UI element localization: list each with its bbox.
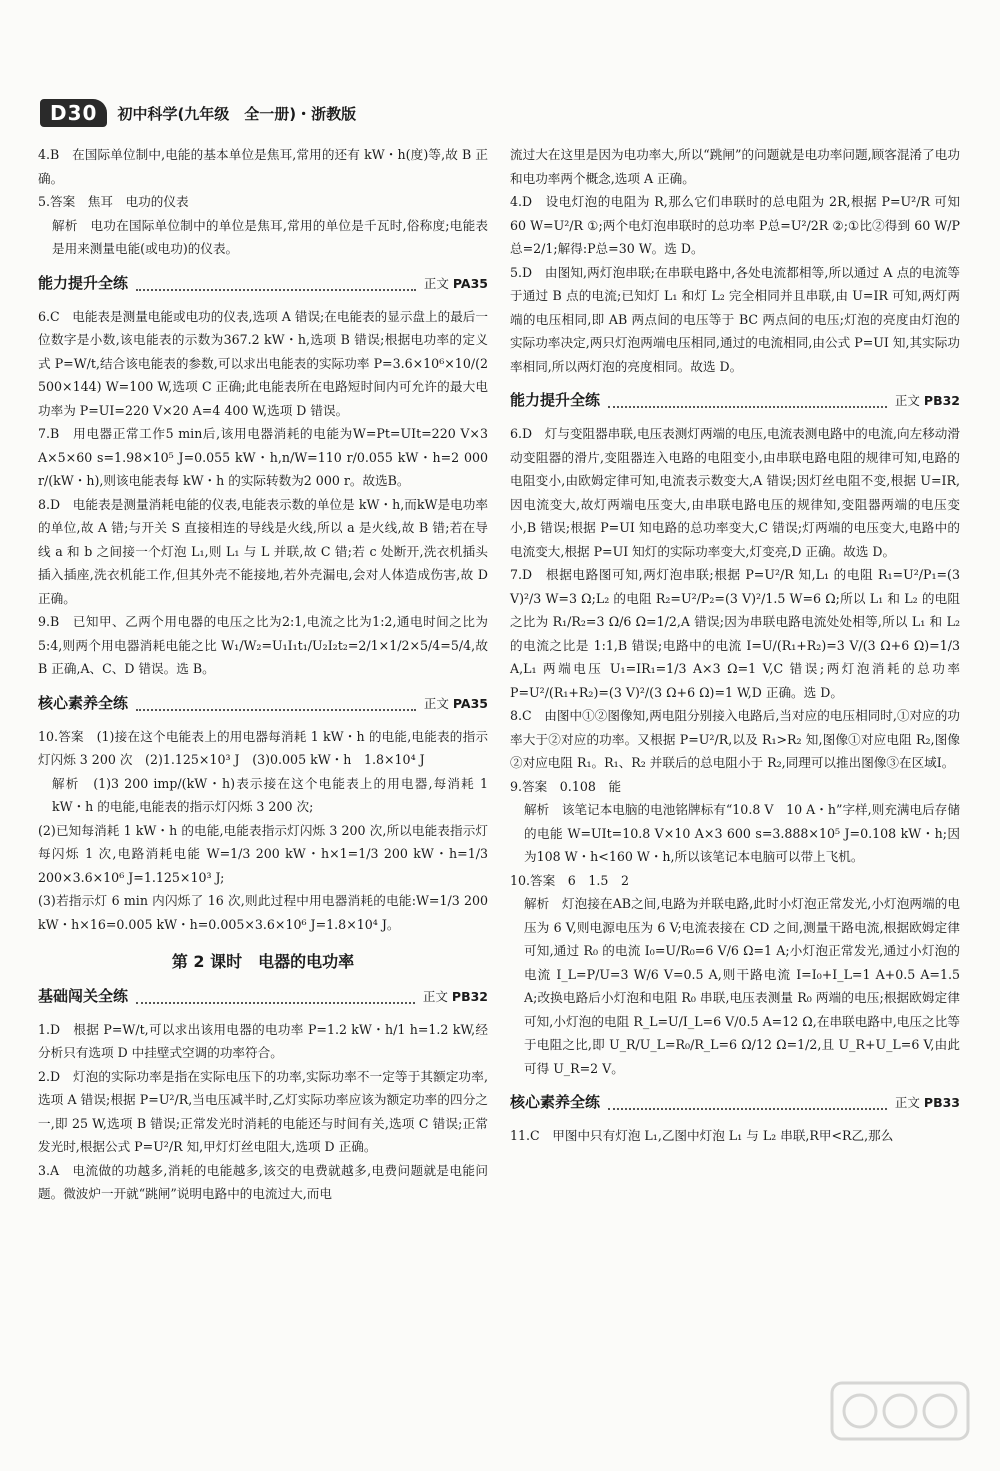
answer-l3: 3.A 电流做的功越多,消耗的电能越多,该交的电费就越多,电费问题就是电能问题。微波炉一开就“跳闸”说明电路中的电流过大,而电 (38, 1162, 488, 1201)
dotted-leader (136, 277, 416, 291)
answer-l8: 8.C 由图中①②图像知,两电阻分别接入电路后,当对应的电压相同时,①对应的功率大于②对应的功率。又根据 P=U²/R,以及 R₁>R₂ 知,图像①对应电阻 R₂,图像②对应电阻 R₁。R₁、R₂ 并联后的总电阻小于 R₂,同理可以推出图像③在区域Ⅰ。 (510, 708, 960, 770)
section-title: 核心素养全练 (510, 1093, 601, 1112)
left-column (38, 143, 488, 1206)
book-title: 初中科学(九年级 全一册)・浙教版 (117, 104, 357, 123)
section-header-ability (38, 271, 488, 297)
section-title: 能力提升全练 (510, 391, 601, 410)
section-title: 核心素养全练 (38, 693, 129, 712)
answer-l9: 9.答案 0.108 能 (510, 778, 622, 794)
answer-l1: 1.D 根据 P=W/t,可以求出该用电器的电功率 P=1.2 kW・h/1 h=1.2 kW,经分析只有选项 D 中挂壁式空调的功率符合。 (38, 1021, 488, 1060)
analysis-q10-part3: (3)若指示灯 6 min 内闪烁了 16 次,则此过程中用电器消耗的电能:W=1/3 200 kW・h×16=0.005 kW・h=0.005×3.6×10⁶ J=1.8×10⁴ J。 (38, 893, 488, 932)
right-column (510, 143, 960, 1148)
answer-l11: 11.C 甲图中只有灯泡 L₁,乙图中灯泡 L₁ 与 L₂ 串联,R甲<R乙,那么 (510, 1128, 894, 1143)
watermark-logo-icon (830, 1381, 970, 1441)
answer-q5: 5.答案 焦耳 电功的仪表 (38, 194, 189, 209)
analysis-q10-part1: 解析 (1)3 200 imp/(kW・h)表示接在这个电能表上的用电器,每消耗 1 kW・h 的电能,电能表的指示灯闪烁 3 200 次; (52, 775, 488, 814)
answer-l3-continued: 流过大在这里是因为电功率大,所以“跳闸”的问题就是电功率问题,顾客混淆了电功和电功率两个概念,选项 A 正确。 (510, 147, 960, 186)
section-header-ability-2 (510, 388, 960, 414)
answer-q4: 4.B 在国际单位制中,电能的基本单位是焦耳,常用的还有 kW・h(度)等,故 B 正确。 (38, 147, 488, 186)
answer-q6: 6.C 电能表是测量电能或电功的仪表,选项 A 错误;在电能表的显示盘上的最后一位数字是小数,该电能表的示数为367.2 kW・h,选项 B 错误;根据电功率的定义式 P=W/t,结合该电能表的参数,可以求出电能表的实际功率 P=3.6×10⁶×10/(2 500×144) W=100 W,选项 C 正确;此电能表所在电路短时间内可允许的最大电功率为 P=UI=220 V×20 A=4 400 W,选项 D 错误。 (38, 308, 488, 418)
answer-q9: 9.B 已知甲、乙两个用电器的电压之比为2:1,电流之比为1:2,通电时间之比为5:4,则两个用电器消耗电能之比 W₁/W₂=U₁I₁t₁/U₂I₂t₂=2/1×1/2×5/4=5/4,故 B 正确,A、C、D 错误。选 B。 (38, 614, 488, 676)
answer-l4: 4.D 设电灯泡的电阻为 R,那么它们串联时的总电阻为 2R,根据 P=U²/R 可知 60 W=U²/R ①;两个电灯泡串联时的总功率 P总=U²/2R ②;①比②得到 60 W/P总=2/1;解得:P总=30 W。选 D。 (510, 194, 960, 256)
section-title: 基础闯关全练 (38, 986, 129, 1005)
answer-l2: 2.D 灯泡的实际功率是指在实际电压下的功率,实际功率不一定等于其额定功率,选项 A 错误;根据 P=U²/R,当电压减半时,乙灯实际功率应该为额定功率的四分之一,即 25 W,选项 B 错误;正常发光时消耗的电能还与时间有关,选项 C 错误;正常发光时,根据公式 P=U²/R 知,甲灯灯丝电阻大,选项 D 正确。 (38, 1068, 488, 1154)
section-page-ref: 正文 PB33 (894, 1095, 960, 1111)
section-title: 能力提升全练 (38, 273, 129, 292)
section-page-ref: 正文 PB32 (422, 988, 488, 1004)
answer-q7: 7.B 用电器正常工作5 min后,该用电器消耗的电能为W=Pt=UIt=220 V×3 A×5×60 s=1.98×10⁵ J=0.055 kW・h,n/W=110 r/0.055 kW・h=2 000 r/(kW・h),则该电能表每 kW・h 的实际转数为2 000 r。故选B。 (38, 426, 488, 488)
answer-l7: 7.D 根据电路图可知,两灯泡串联;根据 P=U²/R 知,L₁ 的电阻 R₁=U²/P₁=(3 V)²/3 W=3 Ω;L₂ 的电阻 R₂=U²/P₂=(3 V)²/1.5 W=6 Ω;所以 L₁ 和 L₂ 的电阻之比为 R₁/R₂=3 Ω/6 Ω=1/2,A 错误;因为串联电路电流处处相等,所以 L₁ 和 L₂ 的电流之比是 1:1,B 错误;电路中的电流 I=U/(R₁+R₂)=3 V/(3 Ω+6 Ω)=1/3 A,L₁ 两端电压 U₁=IR₁=1/3 A×3 Ω=1 V,C 错误;两灯泡消耗的总功率 P=U²/(R₁+R₂)=(3 V)²/(3 Ω+6 Ω)=1 W,D 正确。选 D。 (510, 567, 960, 700)
answer-l10: 10.答案 6 1.5 2 (510, 872, 630, 888)
analysis-l9: 解析 该笔记本电脑的电池铭牌标有“10.8 V 10 A・h”字样,则充满电后存储的电能 W=UIt=10.8 V×10 A×3 600 s=3.888×10⁵ J=0.108 kW・h;因为108 W・h<160 W・h,所以该笔记本电脑可以带上飞机。 (524, 802, 960, 864)
analysis-q10-part2: (2)已知每消耗 1 kW・h 的电能,电能表指示灯闪烁 3 200 次,所以电能表指示灯每闪烁 1 次,电路消耗电能 W=1/3 200 kW・h×1=1/3 200 kW・h=1/3 200×3.6×10⁶ J=1.125×10³ J; (38, 822, 488, 885)
lesson-title: 第 2 课时 电器的电功率 (171, 952, 355, 971)
dotted-leader (136, 697, 416, 711)
answer-q8: 8.D 电能表是测量消耗电能的仪表,电能表示数的单位是 kW・h,而kW是电功率的单位,故 A 错;与开关 S 直接相连的导线是火线,所以 a 是火线,故 B 错;若在导线 a 和 b 之间接一个灯泡 L₁,则 L₁ 与 L 并联,故 C 错;若 c 处断开,洗衣机插头插入插座,洗衣机能工作,但其外壳不能接地,若外壳漏电,会对人体造成伤害,故 D 正确。 (38, 496, 488, 606)
section-header-core-2 (510, 1090, 960, 1116)
dotted-leader (608, 1096, 887, 1110)
answer-l6: 6.D 灯与变阻器串联,电压表测灯两端的电压,电流表测电路中的电流,向左移动滑动变阻器的滑片,变阻器连入电路的电阻变小,由串联电路电阻的规律可知,电路的电阻变小,由欧姆定律可知,电流表示数变大,A 错误;因灯丝电阻不变,根据 U=IR,因电流变大,故灯两端电压变大,由串联电路电压的规律知,变阻器两端的电压变小,B 错误;根据 P=UI 知电路的总功率变大,C 错误;灯两端的电压变大,电路中的电流变大,根据 P=UI 知灯的实际功率变大,灯变亮,D 正确。故选 D。 (510, 426, 960, 559)
section-page-ref: 正文 PB32 (894, 393, 960, 409)
analysis-q5: 解析 电功在国际单位制中的单位是焦耳,常用的单位是千瓦时,俗称度;电能表是用来测量电能(或电功)的仪表。 (52, 217, 488, 256)
page-number-badge: D30 (40, 99, 107, 127)
section-page-ref: 正文 PA35 (423, 695, 488, 711)
page-header (40, 98, 356, 128)
answer-q10: 10.答案 (1)接在这个电能表上的用电器每消耗 1 kW・h 的电能,电能表的指示灯闪烁 3 200 次 (2)1.125×10³ J (3)0.005 kW・h 1.8×10⁴ J (38, 728, 488, 767)
answer-l5: 5.D 由图知,两灯泡串联;在串联电路中,各处电流都相等,所以通过 A 点的电流等于通过 B 点的电流;已知灯 L₁ 和灯 L₂ 完全相同并且串联,由 U=IR 可知,两灯两端的电压相同,即 AB 两点间的电压等于 BC 两点间的电压;灯泡的亮度由灯泡的实际功率决定,两只灯泡两端电压相同,通过的电流相同,由公式 P=UI 知,其实际功率相同,所以两灯泡的亮度相同。故选 D。 (510, 264, 960, 374)
dotted-leader (608, 394, 887, 408)
section-header-core (38, 691, 488, 717)
section-header-basic (38, 984, 488, 1010)
dotted-leader (136, 990, 415, 1004)
analysis-l10: 解析 灯泡接在AB之间,电路为并联电路,此时小灯泡正常发光,小灯泡两端的电压为 6 V,则电源电压为 6 V;电流表接在 CD 之间,测量干路电流,根据欧姆定律可知,通过 R₀ 的电流 I₀=U/R₀=6 V/6 Ω=1 A;小灯泡正常发光,通过小灯泡的电流 I_L=P/U=3 W/6 V=0.5 A,则干路电流 I=I₀+I_L=1 A+0.5 A=1.5 A;改换电路后小灯泡和电阻 R₀ 串联,电压表测量 R₀ 两端的电压;根据欧姆定律可知,小灯泡的电阻 R_L=U/I_L=6 V/0.5 A=12 Ω,在串联电路中,电压之比等于电阻之比,即 U_R/U_L=R₀/R_L=6 Ω/12 Ω=1/2,且 U_R+U_L=6 V,由此可得 U_R=2 V。 (524, 896, 960, 1076)
section-page-ref: 正文 PA35 (423, 275, 488, 291)
